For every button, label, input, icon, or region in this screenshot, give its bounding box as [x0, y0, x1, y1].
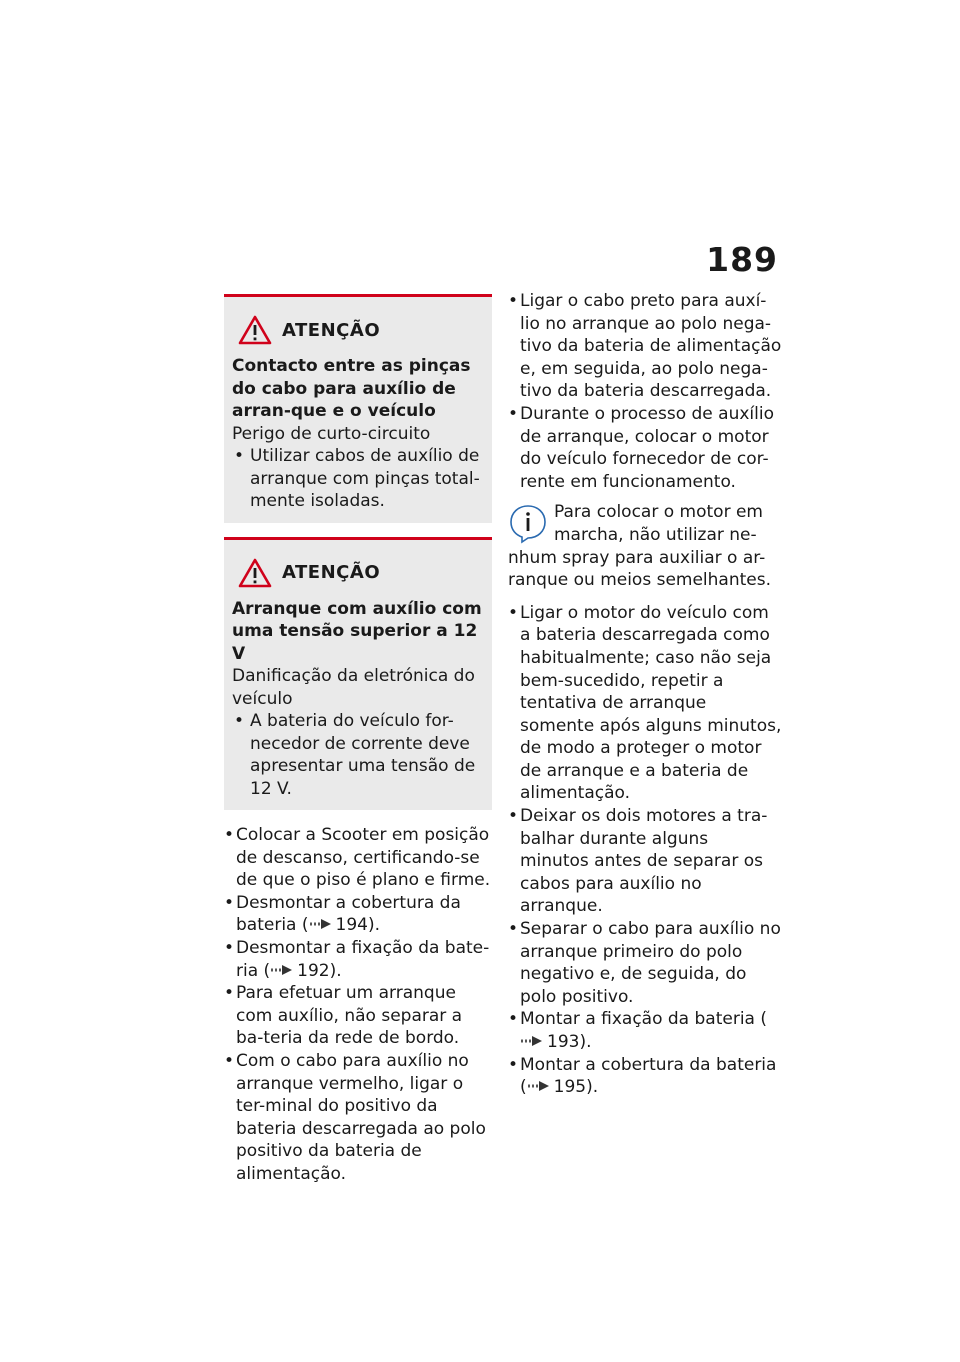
list-item: • Deixar os dois motores a tra-balhar durante alguns minutos antes de separar os cabos para auxílio no arranque.	[508, 806, 768, 917]
warning-text: Perigo de curto-circuito	[232, 423, 431, 444]
warning-box-voltage	[224, 537, 492, 811]
warning-bullet: • Utilizar cabos de auxílio de arranque com pinças total-mente isoladas.	[234, 446, 480, 511]
list-item: • Durante o processo de auxílio de arranque, colocar o motor do veículo fornecedor de cor-rente em funcionamento.	[508, 403, 774, 492]
page-reference-arrow-icon	[310, 918, 332, 930]
list-item: • Ligar o cabo preto para auxí-lio no arranque ao polo nega-tivo da bateria de alimentação e, em seguida, ao polo nega-tivo da bateria descarregada.	[508, 291, 782, 402]
info-icon	[508, 503, 548, 545]
list-item: • Montar a fixação da bateria (193).	[508, 1009, 768, 1052]
page-reference-arrow-icon	[271, 964, 293, 976]
page-reference[interactable]: 192	[297, 960, 330, 981]
page-reference[interactable]: 194	[335, 915, 368, 936]
warning-text: Danificação da eletrónica do veículo	[232, 666, 475, 709]
warning-title: ATENÇÃO	[282, 562, 381, 583]
warning-title: ATENÇÃO	[282, 319, 381, 341]
list-item: • Desmontar a cobertura da bateria ( 194).	[224, 892, 461, 936]
warning-bullet: • A bateria do veículo for-necedor de corrente deve apresentar uma tensão de 12 V.	[234, 711, 476, 799]
right-column	[508, 290, 782, 1099]
list-item: • Montar a cobertura da bateria ( 195).	[508, 1054, 777, 1098]
warning-header	[232, 556, 484, 590]
warning-triangle-icon	[238, 558, 272, 588]
page-reference-arrow-icon	[528, 1080, 550, 1092]
list-item: • Colocar a Scooter em posição de descanso, certificando-se de que o piso é plano e firme.	[224, 825, 491, 891]
list-item: • Desmontar a fixação da bate-ria ( 192).	[224, 937, 490, 981]
page-reference-arrow-icon	[521, 1035, 543, 1047]
page-reference[interactable]: 193	[547, 1032, 580, 1052]
warning-box-short-circuit	[224, 294, 492, 523]
warning-subtitle: Arranque com auxílio com uma tensão superior a 12 V	[232, 598, 482, 664]
list-item: • Com o cabo para auxílio no arranque vermelho, ligar o ter-minal do positivo da bateria descarregada ao polo positivo da bateria de alimentação.	[224, 1050, 486, 1184]
list-item: • Para efetuar um arranque com auxílio, não separar a ba-teria da rede de bordo.	[224, 983, 463, 1049]
warning-header	[232, 313, 484, 347]
page-number: 189	[706, 240, 778, 279]
info-note: Para colocar o motor em marcha, não utilizar ne-nhum spray para auxiliar o ar-ranque ou meios semelhantes.	[508, 502, 772, 591]
list-item: • Separar o cabo para auxílio no arranque primeiro do polo negativo e, de seguida, do polo positivo.	[508, 919, 781, 1007]
left-column	[224, 294, 492, 1186]
list-item: • Ligar o motor do veículo com a bateria descarregada como habitualmente; caso não seja bem-sucedido, repetir a tentativa de arranque somente após alguns minutos, de modo a proteger o motor de arranque e a bateria de alimentação.	[508, 602, 782, 804]
page-reference[interactable]: 195	[553, 1077, 587, 1098]
warning-subtitle: Contacto entre as pinças do cabo para auxílio de arran-que e o veículo	[232, 356, 471, 421]
warning-triangle-icon	[238, 315, 272, 345]
